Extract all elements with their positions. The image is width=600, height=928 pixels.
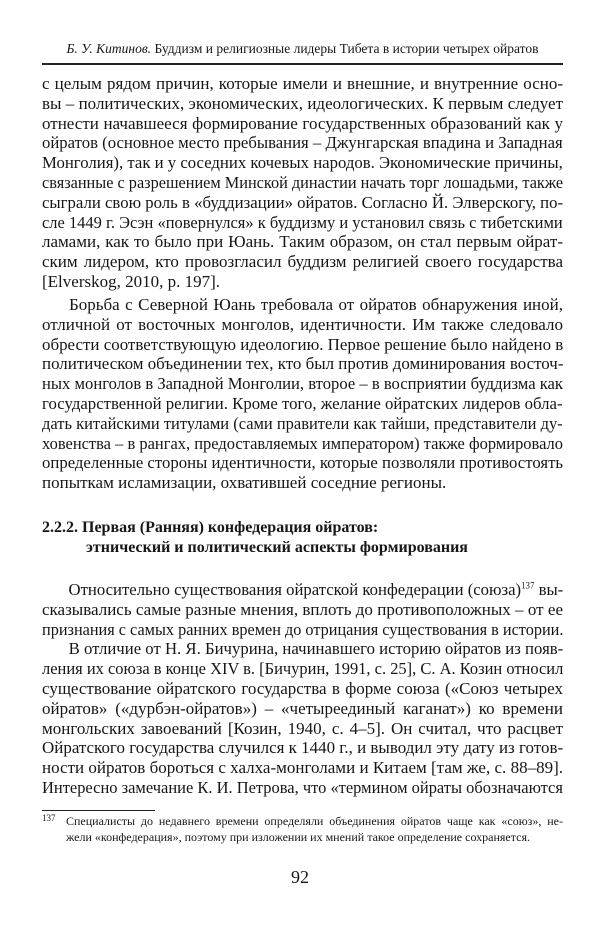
header-title: Буддизм и религиозные лидеры Тибета в истории четырех ойратов (154, 41, 539, 56)
text-line: Монголия), так и у соседних кочевых народов. Экономические причины, (42, 153, 563, 173)
text-line: ским лидером, кто провозгласил буддизм религией своего государства (42, 252, 563, 272)
text-line: В отличие от Н. Я. Бичурина, начинавшего историю ойратов из появ- (68, 639, 564, 659)
text-line: ных монголов в Западной Монголии, второе – в восприятии буддизма как (42, 374, 564, 394)
footnote-rule (42, 810, 155, 811)
text-line: отличной от восточных монголов, идентичности. Им также следовало (42, 314, 563, 334)
text-line: ления их союза в конце XIV в. [Бичурин, 1991, с. 25], С. А. Козин относил (42, 659, 564, 679)
running-header (42, 40, 563, 58)
text-line: ности ойратов бороться с халха-монголами и Китаем [там же, с. 88–89]. (42, 758, 563, 778)
section-heading-line: 2.2.2. Первая (Ранняя) конфедерация ойратов: (42, 519, 379, 536)
text-line: существование ойратского государства в форме союза («Союз четырех (42, 678, 563, 698)
header-author: Б. У. Китинов. (66, 41, 152, 56)
text-line: государственной религии. Кроме того, желание ойратских лидеров обла- (42, 393, 563, 413)
text-line: вы – политических, экономических, идеологических. К первым следует (42, 93, 563, 113)
text-line: признания с самых ранних времен до отрицания существования в истории. (42, 619, 564, 639)
text-line (42, 580, 564, 600)
text-line: монгольских завоеваний [Козин, 1940, с. 4–5]. Он считал, что расцвет (42, 718, 563, 738)
text-line: Интересно замечание К. И. Петрова, что «термином ойраты обозначаются (42, 777, 563, 797)
text-fragment: вы- (534, 580, 564, 599)
text-fragment: Относительно существования ойратской конфедерации (союза) (68, 580, 522, 599)
text-line: Ойратского государства случился к 1440 г., и выводил эту дату из готов- (42, 738, 564, 758)
text-line: сказывались самые разные мнения, вплоть до противоположных – от ее (42, 599, 563, 619)
text-line: политическом объединении тех, кто был против доминирования восточ- (42, 354, 564, 374)
footnote (42, 813, 563, 845)
text-line: ойратов (основное место пребывания – Джунгарская впадина и Западная (42, 133, 563, 153)
text-line: Борьба с Северной Юань требовала от ойратов обнаружения иной, (69, 295, 563, 314)
text-line: обрести соответствующую идеологию. Первое решение было найдено в (42, 334, 564, 354)
section-heading (42, 518, 563, 558)
footnote-line: жели «конфедерация», поэтому при изложении их мнений такое определение сохраняется. (66, 830, 530, 844)
text-line: сыграли свою роль в «буддизации» ойратов. Согласно Й. Элверскогу, по- (42, 192, 564, 212)
footnote-number: 137 (42, 813, 56, 823)
text-line: сле 1449 г. Эсэн «повернулся» к буддизму и установил связь с тибетскими (42, 212, 563, 232)
page-number: 92 (291, 867, 309, 887)
section-heading-line: этнический и политический аспекты формирования (86, 539, 468, 556)
text-line: дать китайскими титулами (сами правители как тайши, представители ду- (42, 413, 563, 433)
text-line: с целым рядом причин, которые имели и внешние, и внутренние осно- (42, 74, 563, 93)
text-line: ховенства – в рангах, предоставляемых императором) также формировало (42, 433, 563, 453)
paragraph-3 (42, 580, 563, 798)
footnote-line: Специалисты до недавнего времени определяли объединения ойратов чаще как «союз», не- (66, 814, 563, 828)
text-line: ламами, как то было при Юань. Таким образом, он стал первым ойрат- (42, 232, 563, 252)
text-line: попыткам исламизации, охватившей соседние регионы. (42, 473, 447, 493)
paragraph-1 (42, 74, 563, 292)
text-line: [Elverskog, 2010, p. 197]. (42, 271, 221, 291)
paragraph-2 (42, 295, 563, 493)
header-rule (42, 63, 563, 65)
text-line: определенные стороны идентичности, которые позволяли противостоять (42, 453, 564, 473)
text-line: отнести начавшееся формирование государственных образований как у (42, 113, 563, 133)
text-line: ойратов» («дурбэн-ойратов») – «четыреединый каганат») ко времени (42, 698, 563, 718)
text-line: связанные с разрешением Минской династии начать торг лошадьми, также (42, 172, 564, 192)
footnote-ref[interactable]: 137 (521, 580, 535, 591)
